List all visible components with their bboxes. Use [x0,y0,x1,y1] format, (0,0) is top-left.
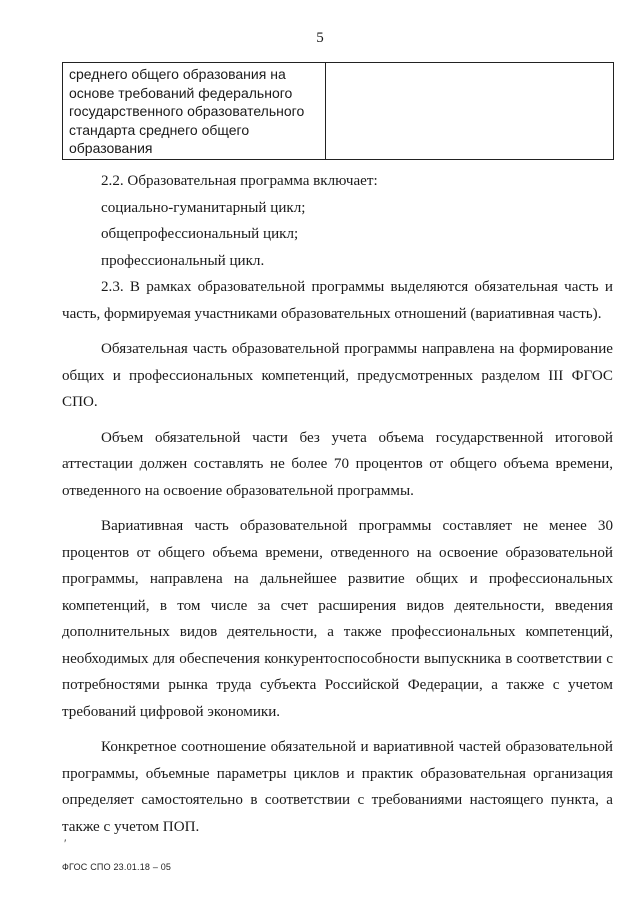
table-cell-right [326,63,614,160]
list-item-cycle-3: профессиональный цикл. [101,252,265,269]
table-cell-left: среднего общего образования на основе требований федерального государственного образовательного стандарта среднего общего образования [63,63,326,160]
document-body [62,168,613,840]
paragraph-mandatory-part: Обязательная часть образовательной программы направлена на формирование общих и профессиональных компетенций, предусмотренных разделом III ФГОС СПО. [62,341,613,410]
paragraph-ratio: Конкретное соотношение обязательной и вариативной частей образовательной программы, объемные параметры циклов и практик образовательная организация определяет самостоятельно в соответствии с требованиями настоящего пункта, а также с учетом ПОП. [62,739,613,835]
table-row [63,63,614,160]
paragraph-mandatory-volume: Объем обязательной части без учета объема государственной итоговой аттестации должен составлять не более 70 процентов от общего объема времени, отведенного на освоение образовательной программы. [62,429,613,499]
document-footer: ФГОС СПО 23.01.18 – 05 [62,862,172,872]
list-item-cycle-1: социально-гуманитарный цикл; [101,199,306,216]
page-number: 5 [316,30,324,46]
footer-mark: ′ [64,836,67,850]
paragraph-variable-part: Вариативная часть образовательной программы составляет не менее 30 процентов от общего объема времени, отведенного на освоение образовательной программы, направлена на дальнейшее развитие общих и профессиональных компетенций, в том числе за счет расширения видов деятельности, введения дополнительных видов деятельности, а также профессиональных компетенций, необходимых для обеспечения конкурентоспособности выпускника в соответствии с потребностями рынка труда субъекта Российской Федерации, а также с учетом требований цифровой экономики. [62,518,613,720]
list-item-cycle-2: общепрофессиональный цикл; [101,226,299,242]
paragraph-2-2-heading: 2.2. Образовательная программа включает: [101,173,378,189]
continuation-table [62,62,614,160]
paragraph-2-3: 2.3. В рамках образовательной программы выделяются обязательная часть и часть, формируемая участниками образовательных отношений (вариативная часть). [62,279,613,322]
